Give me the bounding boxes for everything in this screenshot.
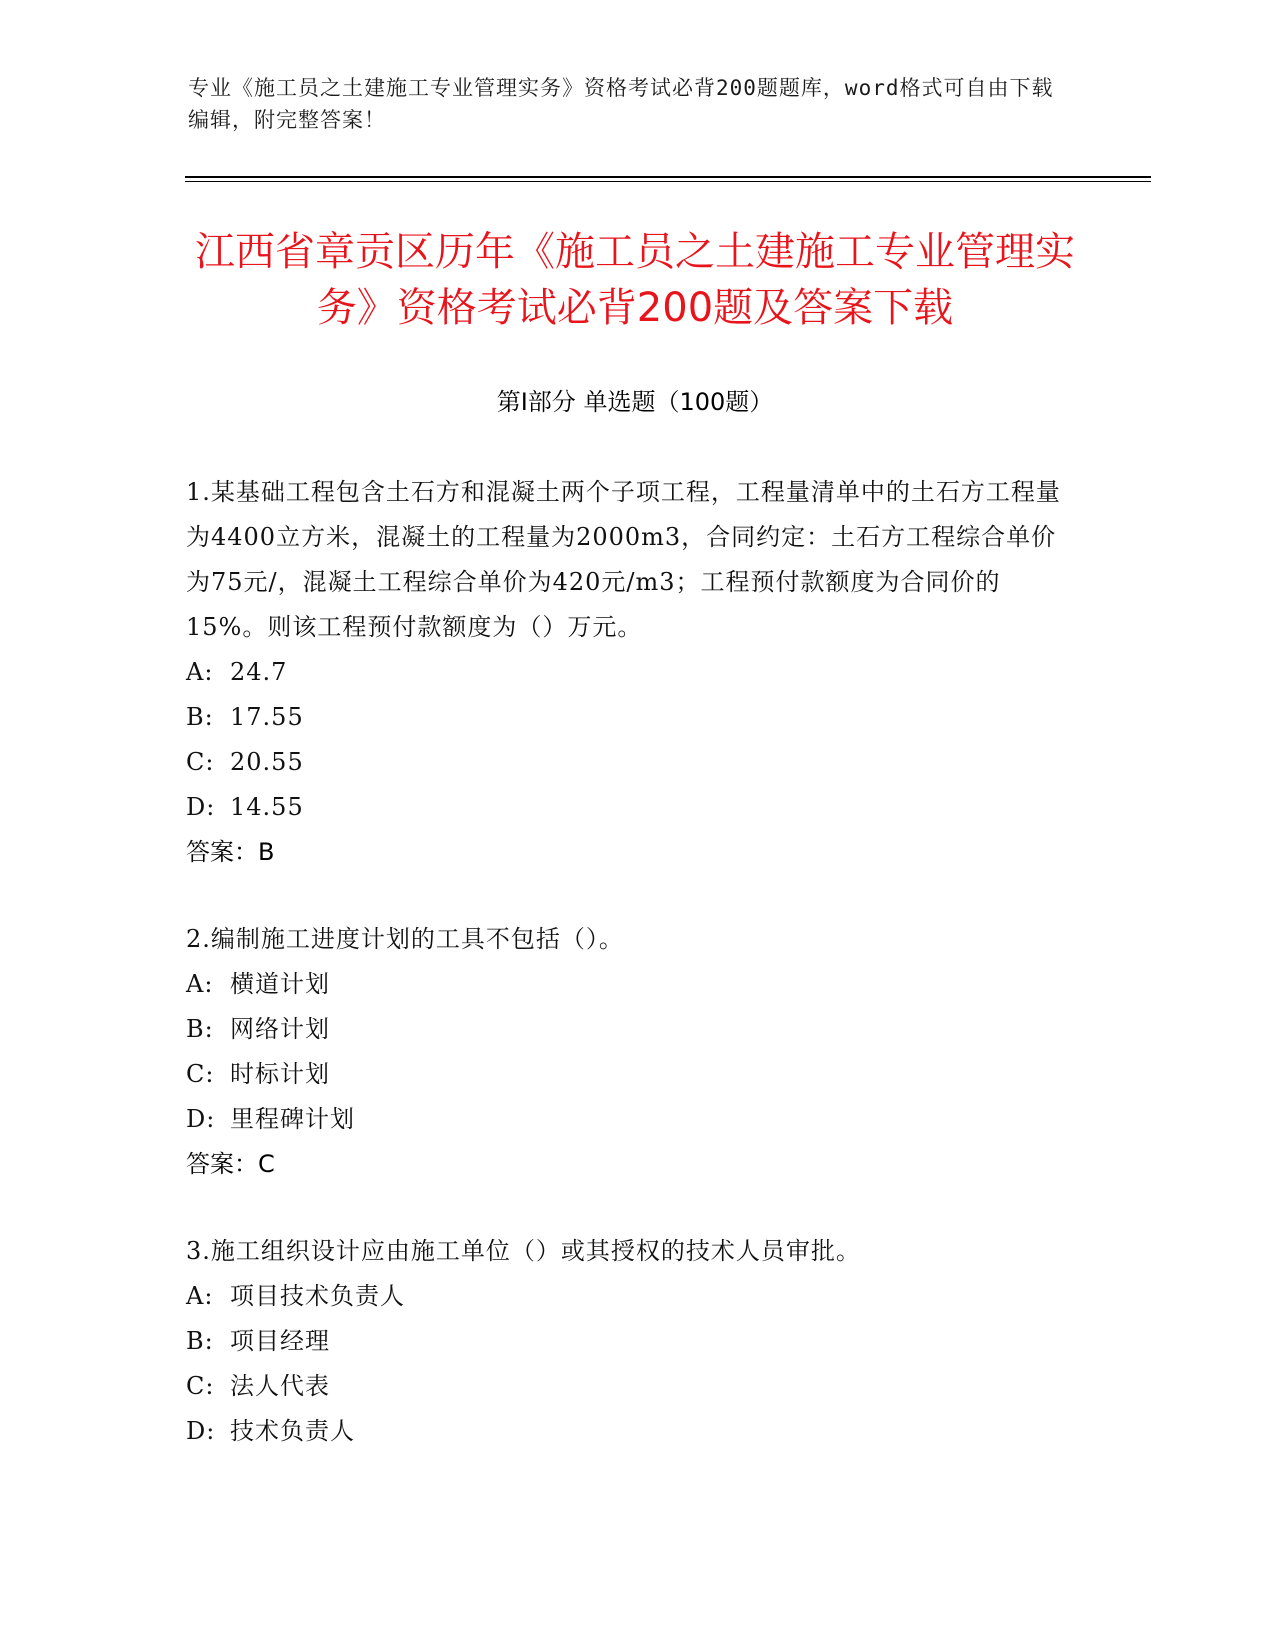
- option-d: [186, 1409, 1076, 1454]
- option-letter: C:: [186, 748, 215, 776]
- option-letter: B:: [186, 1015, 214, 1043]
- option-text: 里程碑计划: [230, 1105, 355, 1133]
- option-c: [186, 740, 1076, 785]
- option-letter: B:: [186, 703, 214, 731]
- option-text: 项目经理: [230, 1327, 330, 1355]
- question-list: [186, 470, 1076, 1496]
- option-letter: D:: [186, 1105, 216, 1133]
- option-letter: B:: [186, 1327, 214, 1355]
- option-text: 17.55: [230, 703, 304, 731]
- option-a: [186, 1274, 1076, 1319]
- question-stem: 3.施工组织设计应由施工单位（）或其授权的技术人员审批。: [186, 1237, 861, 1265]
- option-letter: D:: [186, 793, 216, 821]
- option-c: [186, 1364, 1076, 1409]
- option-text: 20.55: [230, 748, 304, 776]
- answer-line: 答案：C: [186, 1150, 275, 1178]
- option-text: 14.55: [230, 793, 304, 821]
- option-d: [186, 1097, 1076, 1142]
- option-text: 网络计划: [230, 1015, 330, 1043]
- answer-line: 答案：B: [186, 838, 275, 866]
- option-letter: A:: [186, 1282, 214, 1310]
- option-letter: C:: [186, 1060, 215, 1088]
- header-divider-thick: [185, 176, 1151, 178]
- option-letter: A:: [186, 658, 214, 686]
- option-text: 法人代表: [230, 1372, 330, 1400]
- question-3: [186, 1229, 1076, 1454]
- option-d: [186, 785, 1076, 830]
- option-letter: A:: [186, 970, 214, 998]
- question-2: [186, 917, 1076, 1187]
- option-b: [186, 1007, 1076, 1052]
- option-letter: D:: [186, 1417, 216, 1445]
- option-a: [186, 650, 1076, 695]
- section-heading: 第Ⅰ部分 单选题（100题）: [496, 388, 774, 416]
- question-1: [186, 470, 1076, 875]
- option-text: 横道计划: [230, 970, 330, 998]
- option-b: [186, 1319, 1076, 1364]
- option-text: 技术负责人: [230, 1417, 355, 1445]
- option-b: [186, 695, 1076, 740]
- option-text: 项目技术负责人: [230, 1282, 405, 1310]
- document-title: 江西省章贡区历年《施工员之土建施工专业管理实务》资格考试必背200题及答案下载: [195, 229, 1075, 331]
- option-text: 24.7: [230, 658, 288, 686]
- option-letter: C:: [186, 1372, 215, 1400]
- option-text: 时标计划: [230, 1060, 330, 1088]
- question-stem: 2.编制施工进度计划的工具不包括（）。: [186, 925, 624, 953]
- header-divider-thin: [185, 181, 1151, 182]
- header-note: 专业《施工员之土建施工专业管理实务》资格考试必背200题题库，word格式可自由下载编辑，附完整答案！: [188, 76, 1054, 132]
- option-c: [186, 1052, 1076, 1097]
- question-stem: 1.某基础工程包含土石方和混凝土两个子项工程，工程量清单中的土石方工程量为4400立方米，混凝土的工程量为2000m3，合同约定：土石方工程综合单价为75元/，混凝土工程综合单价为420元/m3；工程预付款额度为合同价的15%。则该工程预付款额度为（）万元。: [186, 478, 1061, 641]
- option-a: [186, 962, 1076, 1007]
